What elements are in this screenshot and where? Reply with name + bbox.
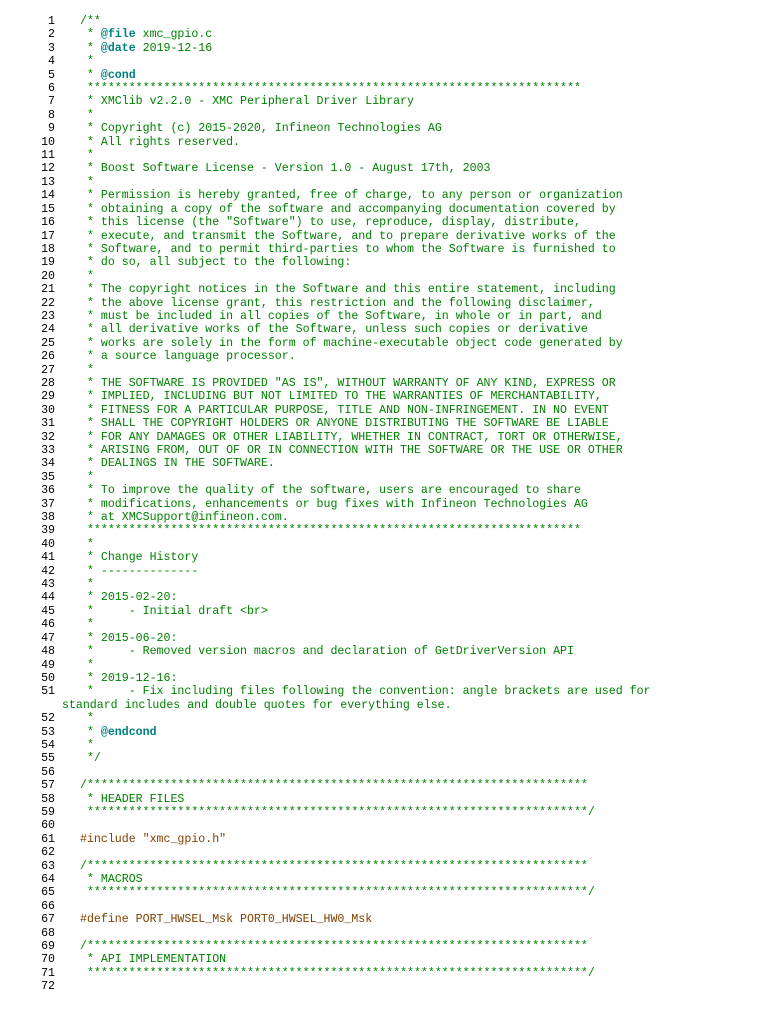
code-line	[0, 15, 768, 28]
code-view[interactable]	[0, 15, 768, 994]
line-number: 18	[41, 242, 55, 256]
comment-prefix: *	[80, 41, 101, 55]
line-number: 6	[48, 82, 55, 96]
line-number: 69	[41, 940, 55, 954]
code-line	[0, 953, 768, 966]
line-number: 19	[41, 256, 55, 270]
code-text: *	[80, 712, 94, 726]
code-text: * must be included in all copies of the Software, in whole or in part, and	[80, 309, 602, 323]
code-text: /**	[80, 15, 101, 28]
code-line	[0, 739, 768, 752]
code-text: *	[80, 537, 94, 551]
code-text: /************************************************************************	[80, 859, 588, 873]
line-number: 12	[41, 162, 55, 176]
code-line	[0, 390, 768, 403]
code-text: * 2015-02-20:	[80, 591, 178, 605]
line-number: 31	[41, 417, 55, 431]
line-number: 47	[41, 631, 55, 645]
code-text: #define PORT_HWSEL_Msk PORT0_HWSEL_HW0_Msk	[80, 913, 373, 927]
code-text: * The copyright notices in the Software and this entire statement, including	[80, 283, 616, 297]
line-number: 36	[41, 484, 55, 498]
code-text: *	[80, 658, 94, 672]
code-line	[0, 95, 768, 108]
code-text: ************************************************************************/	[80, 966, 595, 980]
code-line	[0, 913, 768, 926]
code-line	[0, 270, 768, 283]
code-line	[0, 605, 768, 618]
code-text	[55, 980, 80, 993]
code-text: * at XMCSupport@infineon.com.	[80, 511, 289, 525]
code-line	[0, 900, 768, 913]
code-text: ***********************************************************************	[80, 82, 581, 96]
line-number: 60	[41, 819, 55, 833]
code-line	[0, 404, 768, 417]
line-number: 3	[48, 41, 55, 55]
line-number: 33	[41, 444, 55, 457]
doc-tag-value: xmc_gpio.c	[135, 28, 213, 42]
code-line	[0, 310, 768, 323]
line-number: 63	[41, 859, 55, 873]
line-number: 32	[41, 430, 55, 444]
code-line	[0, 377, 768, 390]
line-number: 7	[48, 95, 55, 109]
code-text: *	[80, 175, 94, 189]
code-line	[0, 162, 768, 175]
code-line	[0, 189, 768, 202]
code-text: #include "xmc_gpio.h"	[80, 832, 227, 846]
line-number: 53	[41, 725, 55, 739]
code-text: * XMClib v2.2.0 - XMC Peripheral Driver Library	[80, 95, 414, 109]
line-number: 5	[48, 68, 55, 82]
code-line	[0, 712, 768, 725]
line-number: 56	[41, 765, 55, 779]
code-line	[0, 176, 768, 189]
code-line	[0, 980, 768, 993]
code-line	[0, 779, 768, 792]
line-number: 30	[41, 403, 55, 417]
code-text: * MACROS	[80, 873, 143, 886]
code-line	[0, 833, 768, 846]
code-line	[0, 551, 768, 564]
code-text	[55, 819, 80, 832]
line-number: 72	[41, 980, 55, 994]
line-number: 21	[41, 283, 55, 297]
code-line	[0, 364, 768, 377]
line-number: 17	[41, 229, 55, 243]
line-number: 49	[41, 658, 55, 672]
code-line	[0, 243, 768, 256]
code-line	[0, 819, 768, 832]
code-line	[0, 323, 768, 336]
code-text: * Permission is hereby granted, free of charge, to any person or organization	[80, 189, 623, 203]
line-number: 58	[41, 792, 55, 806]
code-text: *	[80, 55, 94, 69]
code-text: * works are solely in the form of machine-executable object code generated by	[80, 336, 623, 350]
code-text: * - Fix including files following the convention: angle brackets are used for	[80, 685, 651, 699]
line-number: 50	[41, 671, 55, 685]
code-line	[0, 538, 768, 551]
code-text: * THE SOFTWARE IS PROVIDED "AS IS", WITHOUT WARRANTY OF ANY KIND, EXPRESS OR	[80, 376, 616, 390]
code-text	[55, 927, 80, 940]
code-text	[55, 766, 80, 779]
code-line	[0, 498, 768, 511]
code-text: * FITNESS FOR A PARTICULAR PURPOSE, TITLE AND NON-INFRINGEMENT. IN NO EVENT	[80, 403, 609, 417]
line-number: 13	[41, 175, 55, 189]
line-number: 11	[41, 149, 55, 163]
code-line	[0, 149, 768, 162]
line-number: 29	[41, 390, 55, 404]
code-line	[0, 659, 768, 672]
code-line	[0, 256, 768, 269]
code-text: *	[80, 269, 94, 283]
code-text: * API IMPLEMENTATION	[80, 953, 227, 967]
code-text: ***********************************************************************	[80, 524, 581, 538]
code-line	[0, 685, 768, 698]
code-text: /************************************************************************	[80, 779, 588, 793]
code-line	[0, 55, 768, 68]
code-line	[0, 417, 768, 430]
line-number: 41	[41, 551, 55, 565]
code-text: * a source language processor.	[80, 350, 296, 364]
code-text: * obtaining a copy of the software and accompanying documentation covered by	[80, 202, 616, 216]
line-number: 59	[41, 805, 55, 819]
code-text: *	[80, 470, 94, 484]
code-text: * modifications, enhancements or bug fixes with Infineon Technologies AG	[80, 497, 588, 511]
line-number: 14	[41, 189, 55, 203]
code-text	[55, 726, 157, 739]
code-line	[0, 632, 768, 645]
code-line	[0, 846, 768, 859]
doc-tag: @cond	[100, 68, 136, 82]
code-line	[0, 484, 768, 497]
line-number: 54	[41, 738, 55, 752]
code-text: * 2015-06-20:	[80, 631, 178, 645]
line-number: 52	[41, 712, 55, 726]
line-number: 48	[41, 645, 55, 659]
code-text	[55, 42, 212, 55]
code-text: * this license (the "Software") to use, reproduce, display, distribute,	[80, 216, 581, 230]
line-number: 22	[41, 296, 55, 310]
line-number: 39	[41, 524, 55, 538]
code-text: * 2019-12-16:	[80, 671, 178, 685]
code-text	[55, 846, 80, 859]
code-text	[55, 28, 212, 41]
code-line	[0, 578, 768, 591]
code-line	[0, 203, 768, 216]
code-line	[0, 42, 768, 55]
line-number: 44	[41, 591, 55, 605]
code-line	[0, 297, 768, 310]
comment-prefix: *	[80, 68, 101, 82]
line-number: 1	[48, 15, 55, 28]
line-number: 4	[48, 55, 55, 69]
code-line	[0, 806, 768, 819]
code-text: * - Removed version macros and declaration of GetDriverVersion API	[80, 645, 574, 659]
line-number: 28	[41, 376, 55, 390]
code-text: ************************************************************************/	[80, 805, 595, 819]
code-line	[0, 672, 768, 685]
code-text: * All rights reserved.	[80, 135, 241, 149]
line-number: 16	[41, 216, 55, 230]
code-line	[0, 444, 768, 457]
line-number: 37	[41, 497, 55, 511]
code-line	[0, 230, 768, 243]
code-line	[0, 752, 768, 765]
code-text: * To improve the quality of the software, users are encouraged to share	[80, 484, 581, 498]
code-text: *	[80, 618, 94, 632]
code-line	[0, 793, 768, 806]
code-line	[0, 726, 768, 739]
line-number: 27	[41, 363, 55, 377]
code-line	[0, 69, 768, 82]
line-number: 70	[41, 953, 55, 967]
code-text: * do so, all subject to the following:	[80, 256, 352, 270]
line-number: 62	[41, 846, 55, 860]
code-line	[0, 216, 768, 229]
line-number: 65	[41, 886, 55, 900]
code-text	[55, 900, 80, 913]
line-number	[0, 699, 55, 712]
line-number: 68	[41, 926, 55, 940]
code-line	[0, 82, 768, 95]
code-text: ************************************************************************/	[80, 886, 595, 900]
doc-tag-value: 2019-12-16	[135, 41, 213, 55]
code-line	[0, 511, 768, 524]
doc-tag: @date	[100, 41, 136, 55]
code-text: standard includes and double quotes for everything else.	[55, 698, 452, 712]
line-number: 61	[41, 832, 55, 846]
line-number: 20	[41, 269, 55, 283]
code-text: * SHALL THE COPYRIGHT HOLDERS OR ANYONE DISTRIBUTING THE SOFTWARE BE LIABLE	[80, 417, 609, 431]
line-number: 23	[41, 309, 55, 323]
line-number: 8	[48, 108, 55, 122]
code-text: *	[80, 363, 94, 377]
code-line	[0, 457, 768, 470]
code-text: * IMPLIED, INCLUDING BUT NOT LIMITED TO THE WARRANTIES OF MERCHANTABILITY,	[80, 390, 602, 404]
code-line	[0, 645, 768, 658]
code-line	[0, 337, 768, 350]
line-number: 64	[41, 873, 55, 886]
code-line	[0, 927, 768, 940]
line-number: 25	[41, 336, 55, 350]
code-line	[0, 109, 768, 122]
line-number: 10	[41, 135, 55, 149]
code-line	[0, 565, 768, 578]
code-line	[0, 618, 768, 631]
code-text: * execute, and transmit the Software, and to prepare derivative works of the	[80, 229, 616, 243]
code-line	[0, 860, 768, 873]
line-number: 67	[41, 913, 55, 927]
line-number: 38	[41, 511, 55, 525]
line-number: 55	[41, 752, 55, 766]
line-number: 40	[41, 537, 55, 551]
line-number: 9	[48, 122, 55, 136]
code-line	[0, 524, 768, 537]
line-number: 57	[41, 779, 55, 793]
line-number: 43	[41, 578, 55, 592]
doc-tag: @endcond	[100, 725, 157, 739]
line-number: 2	[48, 28, 55, 42]
code-text: */	[80, 752, 101, 766]
code-text: *	[80, 149, 94, 163]
line-number: 51	[41, 685, 55, 699]
code-text: * --------------	[80, 564, 199, 578]
code-line	[0, 136, 768, 149]
code-text: *	[80, 108, 94, 122]
line-number: 15	[41, 202, 55, 216]
doc-tag: @file	[100, 28, 136, 42]
line-number: 66	[41, 899, 55, 913]
code-line	[0, 122, 768, 135]
code-text: * - Initial draft <br>	[80, 604, 268, 618]
code-line	[0, 766, 768, 779]
code-text: *	[80, 578, 94, 592]
code-line	[0, 967, 768, 980]
code-text: *	[80, 738, 94, 752]
code-line	[0, 873, 768, 886]
line-number: 71	[41, 966, 55, 980]
code-text: * ARISING FROM, OUT OF OR IN CONNECTION WITH THE SOFTWARE OR THE USE OR OTHER	[80, 444, 623, 457]
code-line	[0, 283, 768, 296]
line-number: 34	[41, 457, 55, 471]
line-number: 45	[41, 604, 55, 618]
code-text: * Copyright (c) 2015-2020, Infineon Technologies AG	[80, 122, 442, 136]
code-line	[0, 591, 768, 604]
code-line	[0, 28, 768, 41]
code-text: * the above license grant, this restriction and the following disclaimer,	[80, 296, 595, 310]
code-text: /************************************************************************	[80, 940, 588, 954]
code-line	[0, 940, 768, 953]
comment-prefix: *	[80, 725, 101, 739]
line-number: 35	[41, 470, 55, 484]
line-number: 42	[41, 564, 55, 578]
line-number: 26	[41, 350, 55, 364]
line-number: 24	[41, 323, 55, 337]
code-text: * all derivative works of the Software, unless such copies or derivative	[80, 323, 588, 337]
code-line	[0, 886, 768, 899]
code-line	[0, 431, 768, 444]
code-text: * Change History	[80, 551, 199, 565]
code-text: * HEADER FILES	[80, 792, 185, 806]
code-line-wrap	[0, 699, 768, 712]
code-text	[55, 69, 136, 82]
code-text: * Boost Software License - Version 1.0 - August 17th, 2003	[80, 162, 491, 176]
comment-prefix: *	[80, 28, 101, 42]
code-text: * DEALINGS IN THE SOFTWARE.	[80, 457, 275, 471]
code-line	[0, 350, 768, 363]
code-text: * Software, and to permit third-parties to whom the Software is furnished to	[80, 242, 616, 256]
line-number: 46	[41, 618, 55, 632]
code-line	[0, 471, 768, 484]
code-text: * FOR ANY DAMAGES OR OTHER LIABILITY, WHETHER IN CONTRACT, TORT OR OTHERWISE,	[80, 430, 623, 444]
